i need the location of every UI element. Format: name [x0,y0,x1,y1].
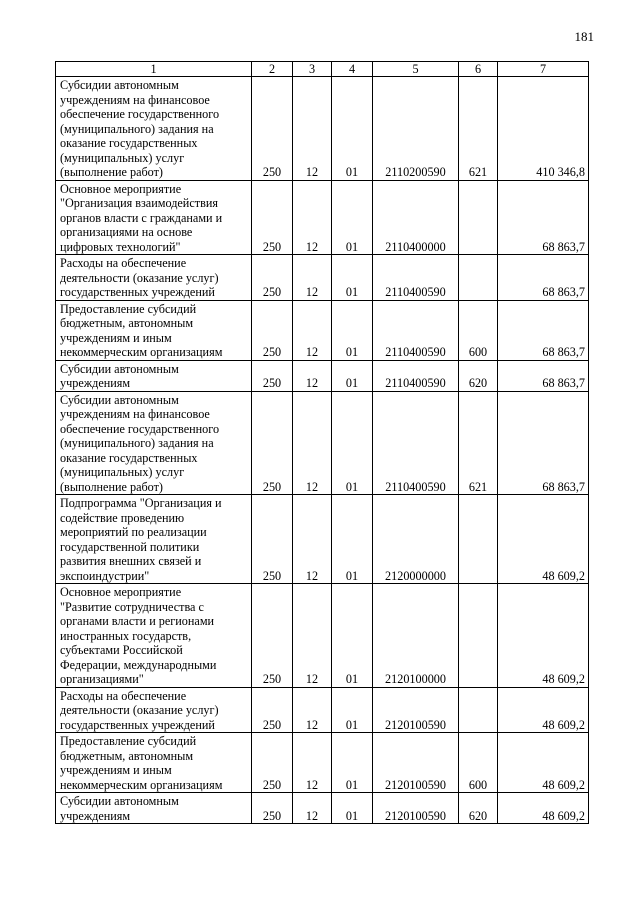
row-subsection-code: 01 [332,391,373,495]
row-expense-type [459,180,498,255]
table-row [56,255,589,301]
row-ministry-code: 250 [252,733,293,793]
table-row [56,300,589,360]
row-name: Субсидии автономным учреждениям на финансовое обеспечение государственного (муниципального) задания на оказание государственных (муниципальных) услуг (выполнение работ) [56,77,252,181]
row-name: Предоставление субсидий бюджетным, автономным учреждениям и иным некоммерческим организациям [56,300,252,360]
row-amount: 48 609,2 [498,495,589,584]
row-ministry-code: 250 [252,584,293,688]
row-subsection-code: 01 [332,255,373,301]
row-subsection-code: 01 [332,733,373,793]
row-expense-type: 620 [459,360,498,391]
table-header-row [56,62,589,77]
row-amount: 68 863,7 [498,180,589,255]
row-ministry-code: 250 [252,180,293,255]
row-expense-type: 600 [459,300,498,360]
row-amount: 68 863,7 [498,391,589,495]
row-section-code: 12 [293,180,332,255]
row-name: Расходы на обеспечение деятельности (оказание услуг) государственных учреждений [56,687,252,733]
row-subsection-code: 01 [332,687,373,733]
row-name: Расходы на обеспечение деятельности (оказание услуг) государственных учреждений [56,255,252,301]
row-expense-type: 600 [459,733,498,793]
row-target-code: 2110200590 [373,77,459,181]
row-ministry-code: 250 [252,793,293,824]
row-name: Основное мероприятие "Развитие сотрудничества с органами власти и регионами иностранных государств, субъектами Российской Федерации, международными организациями" [56,584,252,688]
row-expense-type: 620 [459,793,498,824]
row-ministry-code: 250 [252,687,293,733]
row-name: Основное мероприятие "Организация взаимодействия органов власти с гражданами и организациями на основе цифровых технологий" [56,180,252,255]
header-cell-7: 7 [498,62,589,77]
row-target-code: 2110400590 [373,391,459,495]
row-name: Подпрограмма "Организация и содействие проведению мероприятий по реализации государственной политики развития внешних связей и экспоиндустрии" [56,495,252,584]
row-section-code: 12 [293,495,332,584]
row-name: Предоставление субсидий бюджетным, автономным учреждениям и иным некоммерческим организациям [56,733,252,793]
row-subsection-code: 01 [332,584,373,688]
row-target-code: 2110400590 [373,360,459,391]
row-ministry-code: 250 [252,495,293,584]
row-expense-type [459,495,498,584]
row-amount: 68 863,7 [498,255,589,301]
row-subsection-code: 01 [332,360,373,391]
row-target-code: 2110400000 [373,180,459,255]
row-section-code: 12 [293,391,332,495]
row-target-code: 2120100000 [373,584,459,688]
page-number: 181 [574,29,594,44]
table-row [56,584,589,688]
row-section-code: 12 [293,300,332,360]
row-expense-type: 621 [459,391,498,495]
row-target-code: 2120100590 [373,687,459,733]
row-amount: 410 346,8 [498,77,589,181]
row-expense-type [459,687,498,733]
row-section-code: 12 [293,360,332,391]
table-row [56,793,589,824]
row-ministry-code: 250 [252,391,293,495]
row-amount: 68 863,7 [498,300,589,360]
row-target-code: 2110400590 [373,255,459,301]
row-ministry-code: 250 [252,300,293,360]
row-target-code: 2120000000 [373,495,459,584]
row-expense-type [459,584,498,688]
row-section-code: 12 [293,687,332,733]
header-cell-5: 5 [373,62,459,77]
row-ministry-code: 250 [252,255,293,301]
row-amount: 48 609,2 [498,793,589,824]
table-row [56,360,589,391]
row-subsection-code: 01 [332,77,373,181]
row-section-code: 12 [293,733,332,793]
row-subsection-code: 01 [332,495,373,584]
row-section-code: 12 [293,793,332,824]
row-amount: 68 863,7 [498,360,589,391]
row-section-code: 12 [293,77,332,181]
table-row [56,391,589,495]
table-row [56,180,589,255]
row-target-code: 2120100590 [373,733,459,793]
header-cell-4: 4 [332,62,373,77]
row-expense-type: 621 [459,77,498,181]
table-row [56,733,589,793]
table-row [56,77,589,181]
row-ministry-code: 250 [252,360,293,391]
row-section-code: 12 [293,584,332,688]
row-name: Субсидии автономным учреждениям [56,360,252,391]
table-row [56,495,589,584]
row-subsection-code: 01 [332,793,373,824]
row-name: Субсидии автономным учреждениям [56,793,252,824]
row-subsection-code: 01 [332,180,373,255]
row-expense-type [459,255,498,301]
header-cell-3: 3 [293,62,332,77]
row-amount: 48 609,2 [498,687,589,733]
row-section-code: 12 [293,255,332,301]
header-cell-1: 1 [56,62,252,77]
row-name: Субсидии автономным учреждениям на финансовое обеспечение государственного (муниципального) задания на оказание государственных (муниципальных) услуг (выполнение работ) [56,391,252,495]
table-row [56,687,589,733]
row-amount: 48 609,2 [498,733,589,793]
header-cell-6: 6 [459,62,498,77]
row-amount: 48 609,2 [498,584,589,688]
header-cell-2: 2 [252,62,293,77]
budget-table [55,61,589,824]
row-target-code: 2120100590 [373,793,459,824]
row-ministry-code: 250 [252,77,293,181]
row-target-code: 2110400590 [373,300,459,360]
row-subsection-code: 01 [332,300,373,360]
